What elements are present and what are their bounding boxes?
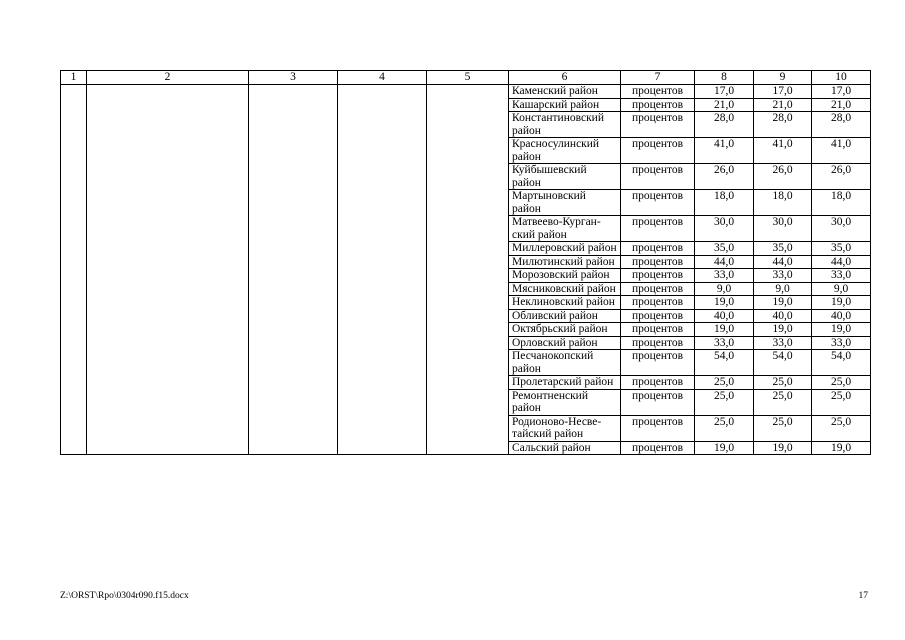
district-cell: Неклиновский район [509,296,621,310]
unit-cell: процентов [621,336,695,350]
value-col-9-cell: 9,0 [754,282,812,296]
district-cell: Миллеровский район [509,242,621,256]
district-cell: Мартыновский район [509,190,621,216]
value-col-10-cell: 25,0 [812,415,871,441]
indicator-table [60,70,871,455]
column-header: 1 [61,71,87,85]
district-cell: Кашарский район [509,98,621,112]
district-cell: Константиновский район [509,112,621,138]
empty-cell [427,85,509,455]
unit-cell: процентов [621,190,695,216]
value-col-9-cell: 40,0 [754,309,812,323]
value-col-10-cell: 54,0 [812,350,871,376]
value-col-9-cell: 41,0 [754,138,812,164]
value-col-9-cell: 44,0 [754,255,812,269]
value-col-8-cell: 19,0 [695,323,754,337]
value-col-10-cell: 33,0 [812,336,871,350]
unit-cell: процентов [621,441,695,455]
district-cell: Сальский район [509,441,621,455]
column-header: 6 [509,71,621,85]
value-col-9-cell: 17,0 [754,85,812,99]
empty-cell [249,85,338,455]
unit-cell: процентов [621,282,695,296]
value-col-8-cell: 30,0 [695,216,754,242]
value-col-8-cell: 33,0 [695,336,754,350]
value-col-9-cell: 54,0 [754,350,812,376]
footer-page-number: 17 [858,591,868,601]
value-col-8-cell: 17,0 [695,85,754,99]
unit-cell: процентов [621,216,695,242]
value-col-8-cell: 19,0 [695,296,754,310]
value-col-10-cell: 44,0 [812,255,871,269]
table-row [61,85,871,99]
value-col-8-cell: 18,0 [695,190,754,216]
value-col-9-cell: 25,0 [754,389,812,415]
value-col-9-cell: 25,0 [754,376,812,390]
value-col-10-cell: 17,0 [812,85,871,99]
value-col-10-cell: 19,0 [812,441,871,455]
value-col-10-cell: 41,0 [812,138,871,164]
value-col-9-cell: 19,0 [754,441,812,455]
unit-cell: процентов [621,350,695,376]
column-header: 7 [621,71,695,85]
value-col-8-cell: 54,0 [695,350,754,376]
district-cell: Милютинский район [509,255,621,269]
value-col-9-cell: 19,0 [754,296,812,310]
value-col-9-cell: 33,0 [754,269,812,283]
district-cell: Каменский район [509,85,621,99]
column-header: 2 [87,71,249,85]
value-col-8-cell: 41,0 [695,138,754,164]
value-col-8-cell: 33,0 [695,269,754,283]
value-col-8-cell: 21,0 [695,98,754,112]
value-col-10-cell: 40,0 [812,309,871,323]
value-col-10-cell: 35,0 [812,242,871,256]
district-cell: Ремонтненский район [509,389,621,415]
value-col-9-cell: 35,0 [754,242,812,256]
district-cell: Родионово-Несве-тайский район [509,415,621,441]
column-header: 8 [695,71,754,85]
unit-cell: процентов [621,112,695,138]
value-col-8-cell: 44,0 [695,255,754,269]
value-col-10-cell: 26,0 [812,164,871,190]
column-header: 10 [812,71,871,85]
value-col-9-cell: 21,0 [754,98,812,112]
value-col-8-cell: 40,0 [695,309,754,323]
empty-cell [338,85,427,455]
value-col-10-cell: 19,0 [812,296,871,310]
header-row [61,71,871,85]
value-col-10-cell: 25,0 [812,376,871,390]
value-col-8-cell: 25,0 [695,376,754,390]
value-col-9-cell: 25,0 [754,415,812,441]
value-col-8-cell: 35,0 [695,242,754,256]
value-col-10-cell: 18,0 [812,190,871,216]
district-cell: Обливский район [509,309,621,323]
value-col-10-cell: 9,0 [812,282,871,296]
unit-cell: процентов [621,98,695,112]
value-col-10-cell: 25,0 [812,389,871,415]
value-col-8-cell: 25,0 [695,389,754,415]
value-col-9-cell: 18,0 [754,190,812,216]
column-header: 5 [427,71,509,85]
unit-cell: процентов [621,376,695,390]
district-cell: Пролетарский район [509,376,621,390]
unit-cell: процентов [621,269,695,283]
district-cell: Орловский район [509,336,621,350]
district-cell: Октябрьский район [509,323,621,337]
district-cell: Песчанокопский район [509,350,621,376]
value-col-9-cell: 33,0 [754,336,812,350]
value-col-10-cell: 28,0 [812,112,871,138]
unit-cell: процентов [621,323,695,337]
unit-cell: процентов [621,296,695,310]
unit-cell: процентов [621,138,695,164]
district-cell: Красносулинский район [509,138,621,164]
value-col-8-cell: 28,0 [695,112,754,138]
value-col-9-cell: 28,0 [754,112,812,138]
value-col-8-cell: 26,0 [695,164,754,190]
value-col-9-cell: 26,0 [754,164,812,190]
district-cell: Куйбышевский район [509,164,621,190]
district-cell: Матвеево-Курган-ский район [509,216,621,242]
empty-cell [87,85,249,455]
unit-cell: процентов [621,242,695,256]
value-col-8-cell: 9,0 [695,282,754,296]
unit-cell: процентов [621,255,695,269]
value-col-9-cell: 19,0 [754,323,812,337]
column-header: 3 [249,71,338,85]
empty-cell [61,85,87,455]
unit-cell: процентов [621,389,695,415]
column-header: 4 [338,71,427,85]
footer-file-path: Z:\ORST\Rpo\0304r090.f15.docx [60,591,189,601]
value-col-10-cell: 19,0 [812,323,871,337]
value-col-10-cell: 33,0 [812,269,871,283]
value-col-10-cell: 30,0 [812,216,871,242]
unit-cell: процентов [621,415,695,441]
unit-cell: процентов [621,164,695,190]
unit-cell: процентов [621,309,695,323]
district-cell: Мясниковский район [509,282,621,296]
unit-cell: процентов [621,85,695,99]
value-col-8-cell: 19,0 [695,441,754,455]
district-cell: Морозовский район [509,269,621,283]
value-col-9-cell: 30,0 [754,216,812,242]
value-col-8-cell: 25,0 [695,415,754,441]
table-body [61,85,871,455]
value-col-10-cell: 21,0 [812,98,871,112]
column-header: 9 [754,71,812,85]
